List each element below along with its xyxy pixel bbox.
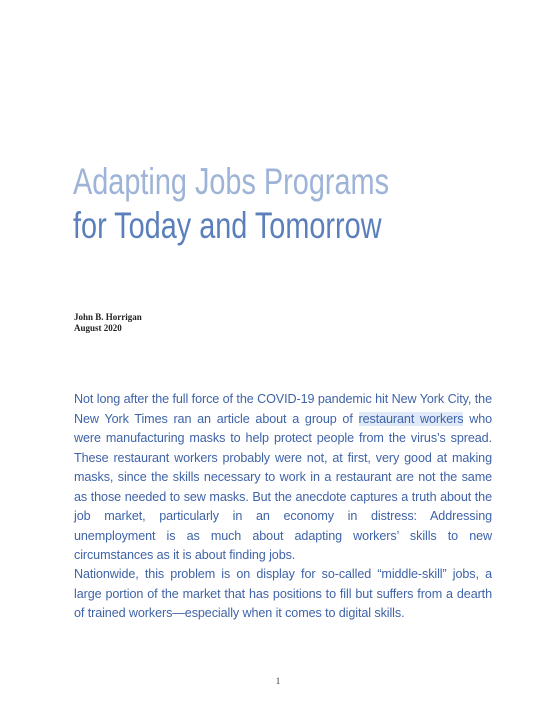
paragraph-1-start: Not long after the full force of the COVID-19 pandemic hit New York City, the New York Times ran an article about a group of	[74, 392, 492, 426]
title-line-2: for Today and Tomorrow	[73, 205, 382, 246]
author-name: John B. Horrigan	[74, 312, 142, 322]
paragraph-1	[74, 390, 492, 566]
document-title	[73, 160, 389, 248]
highlighted-text[interactable]: restaurant workers	[358, 411, 464, 426]
page-number: 1	[275, 676, 281, 686]
paragraph-1-end: who were manufacturing masks to help protect people from the virus’s spread. These restaurant workers probably were not, at first, very good at making masks, since the skills necessary to work in a restaurant are not the same as those needed to sew masks. But the anecdote captures a truth about the job market, particularly in an economy in distress: Addressing unemployment is as much about adapting workers’ skills to new circumstances as it is about finding jobs.	[74, 411, 492, 562]
publication-date: August 2020	[74, 323, 122, 333]
paragraph-2: Nationwide, this problem is on display for so-called “middle-skill” jobs, a large portion of the market that has positions to fill but suffers from a dearth of trained workers—especially when it comes to digital skills.	[74, 567, 492, 620]
title-line-1: Adapting Jobs Programs	[73, 161, 390, 202]
